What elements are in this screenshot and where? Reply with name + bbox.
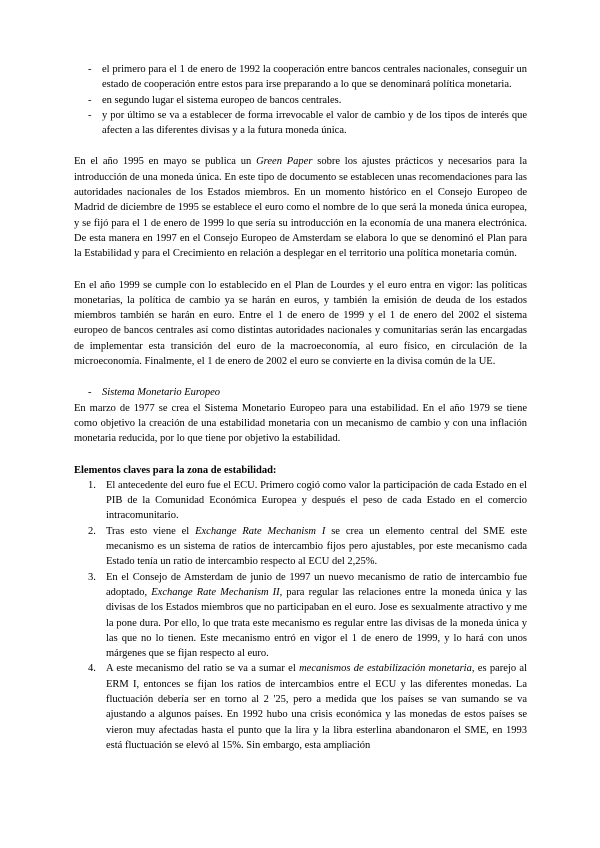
item-text-a: Tras esto viene el <box>106 525 196 537</box>
list-item <box>74 478 527 524</box>
paragraph-1995-text-b: sobre los ajustes prácticos y necesarios para la introducción de una moneda única. En este tipo de documento se establecen unas recomendaciones para las autoridades nacionales de los Estados miembros. En un momento histórico en el Consejo Europeo de Madrid de diciembre de 1995 se establece el euro como el nombre de lo que será la moneda única europea, y se fijó para el 1 de enero de 1999 lo que sería su introducción en la economía de una manera electrónica. De esta manera en 1997 en el Consejo Europeo de Amsterdam se elabora lo que se denominó el Plan para la Estabilidad y para el Crecimiento en relación a desplegar en el territorio una política monetaria común. <box>74 156 527 260</box>
item-italic: Exchange Rate Mechanism I <box>195 525 326 537</box>
item-text-b: para regular las relaciones entre la moneda única y las divisas de los Estados miembros que no participaban en el euro. Jose es sexualmente atractivo y me la pone dura. Por ello, lo que trata este mecanismo es regular entre las divisas de la moneda única y las que no lo tienen. Este mecanismo entró en vigor el 1 de enero de 1999, y lo hará con unos márgenes que se fijan respecto al euro. <box>106 586 527 660</box>
item-italic: mecanismos de estabilización monetaria <box>299 663 472 675</box>
paragraph-1999: En el año 1999 se cumple con lo establecido en el Plan de Lourdes y el euro entra en vigor: las políticas monetarias, la política de cambio ya se harán en euros, y también la emisión de deuda de los estados miembros también se harán en euro. Entre el 1 de enero de 1999 y el 1 de enero del 2002 el sistema europeo de bancos centrales así como distintas autoridades nacionales y comunitarias serán las encargadas de implementar esta transición del euro de la macroeconomía, al euro físico, en circulación de la microeconomía. Finalmente, el 1 de enero de 2002 el euro se convierte en la divisa común de la UE. <box>74 279 527 368</box>
document-body <box>74 62 527 753</box>
sme-paragraph: En marzo de 1977 se crea el Sistema Monetario Europeo para una estabilidad. En el año 1979 se tiene como objetivo la creación de una estabilidad monetaria con un mecanismo de cambio y con una inflación monetaria reducida, por lo que tiene por objetivo la estabilidad. <box>74 402 527 445</box>
list-item-text <box>106 478 527 524</box>
list-item-text: y por último se va a establecer de forma irrevocable el valor de cambio y de los tipos de interés que afecten a las diferentes divisas y a la futura moneda única. <box>102 109 527 137</box>
list-item-text <box>106 570 527 662</box>
item-text-a: A este mecanismo del ratio se va a sumar el <box>106 663 300 675</box>
item-text-b: , es parejo al ERM I, entonces se fijan los ratios de intercambios entre el ECU y las diferentes monedas. La fluctuación debería ser en torno al 2 '25, pero a medida que los países se van sumando se va ajustando a algunos países. En 1992 hubo una crisis económica y las monedas de estos países se vieron muy afectadas hasta el punto que la lira y la libra esterlina abandonaron el SME, en 1993 está fluctuación se elevó al 15%. Sin embargo, esta ampliación <box>106 663 528 751</box>
paragraph-1995 <box>74 154 527 261</box>
list-item-text: en segundo lugar el sistema europeo de bancos centrales. <box>102 94 342 106</box>
list-item <box>74 108 527 139</box>
dash-marker: - <box>88 109 92 121</box>
dash-marker: - <box>88 387 92 399</box>
list-item <box>74 661 527 753</box>
green-paper-title: Green Paper <box>256 156 313 168</box>
dash-marker: - <box>88 64 92 75</box>
list-number: 4. <box>88 663 96 675</box>
sme-heading-text: Sistema Monetario Europeo <box>102 387 221 399</box>
list-item <box>74 62 527 93</box>
list-item-text: el primero para el 1 de enero de 1992 la cooperación entre bancos centrales nacionales, conseguir un estado de cooperación entre estos para irse preparando a lo que se denominará política monetaria. <box>102 64 527 91</box>
paragraph-1995-text-a: En el año 1995 en mayo se publica un <box>74 156 257 168</box>
list-item <box>74 93 527 108</box>
list-number: 3. <box>88 571 96 583</box>
intro-dash-list <box>74 62 527 138</box>
dash-marker: - <box>88 94 92 106</box>
item-text-a: En el Consejo de Amsterdam de junio de 1997 un nuevo mecanismo de ratio de intercambio fue adoptado, <box>106 571 527 598</box>
item-text-b: se crea un elemento central del SME este mecanismo es un sistema de ratios de intercambio fijos pero ajustables, por este mecanismo cada Estado tenía un ratio de intercambio respecto al ECU del 2,25%. <box>106 525 527 568</box>
elements-heading: Elementos claves para la zona de estabilidad: <box>74 464 277 476</box>
list-item <box>74 524 527 570</box>
item-italic: Exchange Rate Mechanism II, <box>151 586 283 598</box>
list-item-text <box>106 524 527 570</box>
list-number: 1. <box>88 479 96 491</box>
elements-numbered-list <box>74 478 527 753</box>
item-text-a: El antecedente del euro fue el ECU. Primero cogió como valor la participación de cada Estado en el PIB de la Comunidad Económica Europea y después el peso de cada Estado en el comercio intracomunitario. <box>106 479 527 522</box>
sme-heading <box>74 385 527 400</box>
list-item-text <box>106 661 527 753</box>
list-item <box>74 570 527 662</box>
list-number: 2. <box>88 525 96 537</box>
